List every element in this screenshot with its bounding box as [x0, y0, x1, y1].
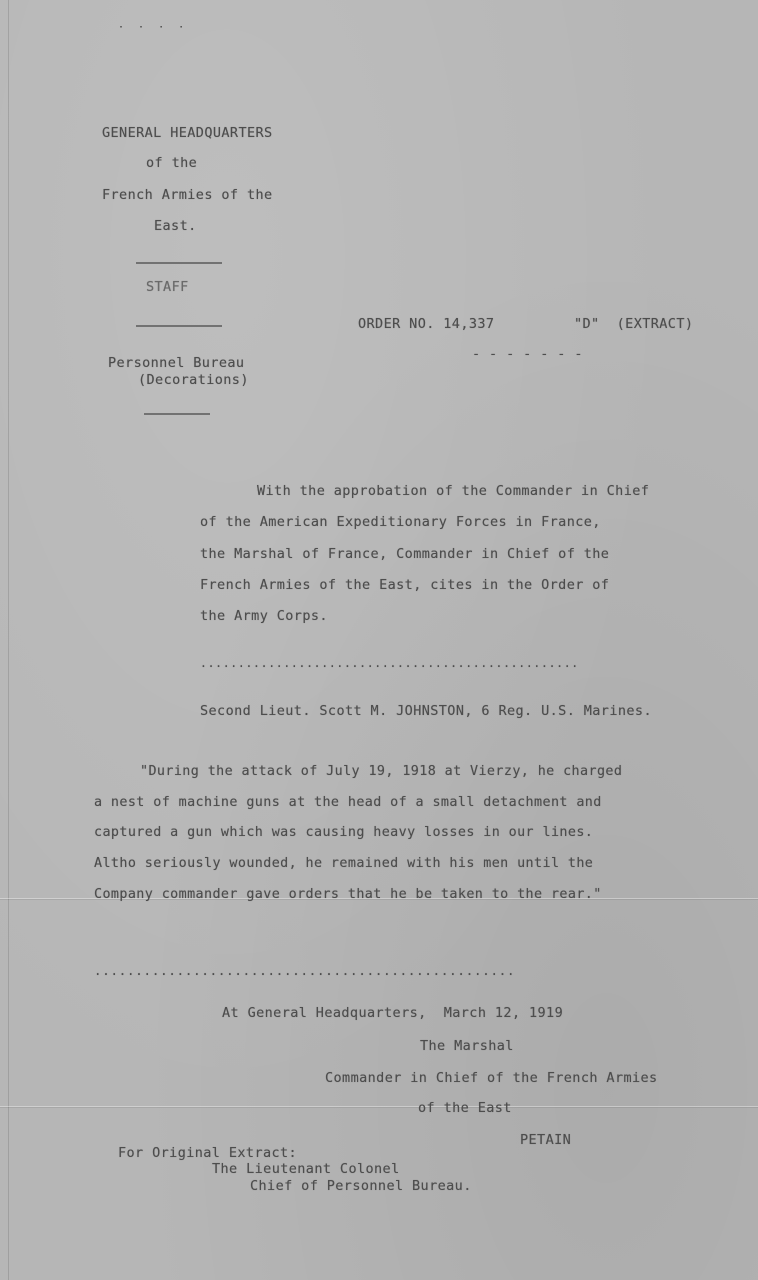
- bureau-line-2: (Decorations): [138, 372, 249, 388]
- intro-line: the Marshal of France, Commander in Chief of the: [200, 546, 610, 562]
- hq-line-4: East.: [154, 218, 197, 234]
- order-suffix: "D" (EXTRACT): [574, 316, 694, 332]
- header-rule: [136, 325, 222, 327]
- dot-leader: ..................................................: [200, 656, 579, 670]
- certification-line-2: The Lieutenant Colonel: [212, 1161, 400, 1177]
- place-date: At General Headquarters, March 12, 1919: [222, 1005, 564, 1021]
- signature-title-3: of the East: [418, 1100, 512, 1116]
- bureau-line-1: Personnel Bureau: [108, 355, 245, 371]
- citation-line: "During the attack of July 19, 1918 at Vierzy, he charged: [140, 764, 623, 779]
- dot-leader: ...................................................: [94, 963, 516, 978]
- signature-title-1: The Marshal: [420, 1038, 514, 1054]
- intro-line: of the American Expeditionary Forces in France,: [200, 514, 601, 530]
- hq-line-2: of the: [146, 155, 198, 171]
- citation-line: Company commander gave orders that he be taken to the rear.": [94, 887, 602, 902]
- header-rule: [136, 262, 222, 264]
- signature-title-2: Commander in Chief of the French Armies: [325, 1070, 658, 1086]
- order-number: ORDER NO. 14,337: [358, 316, 495, 332]
- order-dashes: - - - - - - -: [472, 346, 583, 362]
- ink-specks: · · · ·: [118, 22, 189, 33]
- header-rule: [144, 413, 210, 415]
- paper-fold: [0, 1106, 758, 1107]
- page-edge: [8, 0, 9, 1280]
- citation-line: captured a gun which was causing heavy losses in our lines.: [94, 825, 594, 840]
- citee-line: Second Lieut. Scott M. JOHNSTON, 6 Reg. U.S. Marines.: [200, 703, 652, 719]
- intro-line: French Armies of the East, cites in the Order of: [200, 577, 610, 593]
- certification-line-3: Chief of Personnel Bureau.: [250, 1178, 472, 1194]
- certification-line-1: For Original Extract:: [118, 1145, 298, 1161]
- hq-line-1: GENERAL HEADQUARTERS: [102, 125, 273, 141]
- signatory-name: PETAIN: [520, 1132, 572, 1148]
- hq-line-3: French Armies of the: [102, 187, 273, 203]
- intro-line: With the approbation of the Commander in Chief: [257, 483, 650, 499]
- staff-label: STAFF: [146, 279, 189, 295]
- intro-line: the Army Corps.: [200, 608, 328, 624]
- citation-line: a nest of machine guns at the head of a small detachment and: [94, 795, 602, 810]
- citation-line: Altho seriously wounded, he remained with his men until the: [94, 856, 594, 871]
